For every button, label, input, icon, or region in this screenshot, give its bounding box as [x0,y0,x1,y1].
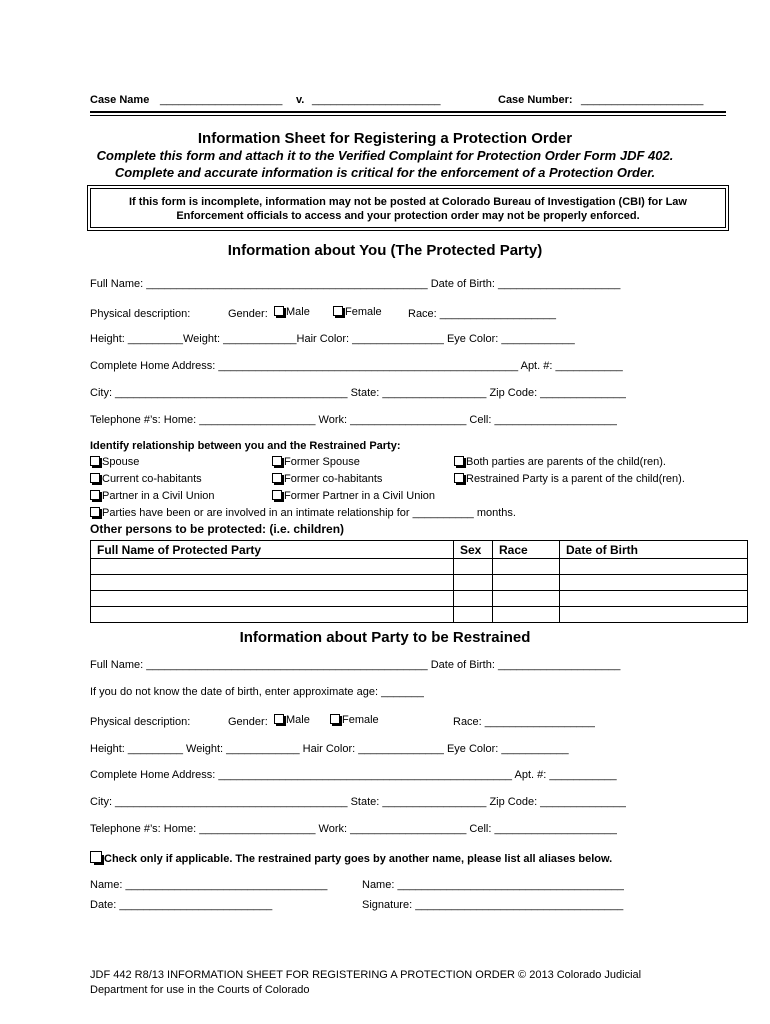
protected-gender-label: Gender: [228,308,268,320]
case-name-label: Case Name [90,94,150,106]
checkbox-icon[interactable] [90,507,100,517]
table-cell[interactable] [91,607,454,623]
page-subtitle-1: Complete this form and attach it to the Verified Complaint for Protection Order Form JDF 402. [96,148,674,163]
table-row [91,559,748,575]
former-spouse-option[interactable] [272,456,360,468]
column-header: Sex [454,541,493,559]
checkbox-icon[interactable] [330,714,340,724]
notice-line-1: If this form is incomplete, information may not be posted at Colorado Bureau of Investigation (CBI) for Law [129,196,687,208]
restrained-female-label: Female [342,714,379,726]
table-cell[interactable] [454,591,493,607]
table-row [91,575,748,591]
protected-male-label: Male [286,306,310,318]
table-cell[interactable] [493,607,560,623]
checkbox-icon[interactable] [454,473,464,483]
checkbox-icon[interactable] [272,490,282,500]
restrained-parent-option[interactable] [454,473,685,485]
protected-female-option[interactable] [333,306,382,318]
table-cell[interactable] [560,559,748,575]
header-rule-thick [90,111,726,113]
date-field[interactable]: Date: _________________________ [90,899,273,911]
restrained-address-field[interactable]: Complete Home Address: ________________________________________________ Apt. #: ___________ [90,769,617,781]
notice-line-2: Enforcement officials to access and your protection order may not be properly enforced. [176,210,640,222]
spouse-label: Spouse [102,456,140,468]
restrained-city-field[interactable]: City: ______________________________________ State: _________________ Zip Code: ______________ [90,796,626,808]
checkbox-icon[interactable] [90,851,102,863]
restrained-phone-field[interactable]: Telephone #’s: Home: ___________________ Work: ___________________ Cell: ____________________ [90,823,617,835]
restrained-race-field[interactable]: Race: __________________ [453,716,595,728]
alias-name-field-2[interactable]: Name: _____________________________________ [362,879,624,891]
restrained-parent-label: Restrained Party is a parent of the child(ren). [466,473,685,485]
relationship-heading: Identify relationship between you and the Restrained Party: [90,440,401,452]
civil-union-label: Partner in a Civil Union [102,490,215,502]
former-spouse-label: Former Spouse [284,456,360,468]
table-cell[interactable] [91,575,454,591]
table-cell[interactable] [454,575,493,591]
versus-label: v. [296,94,305,106]
restrained-gender-label: Gender: [228,716,268,728]
table-cell[interactable] [91,591,454,607]
checkbox-icon[interactable] [274,714,284,724]
table-header-row [91,541,748,559]
versus-field[interactable]: _____________________ [312,94,441,106]
footer-line-2: Department for use in the Courts of Colorado [90,984,310,996]
checkbox-icon[interactable] [90,473,100,483]
restrained-approx-age-field[interactable]: If you do not know the date of birth, enter approximate age: _______ [90,686,424,698]
intimate-relationship-option[interactable] [90,507,516,519]
protected-full-name-field[interactable]: Full Name: ______________________________________________ Date of Birth: ____________________ [90,278,621,290]
protected-persons-table [90,540,748,623]
former-civil-union-label: Former Partner in a Civil Union [284,490,435,502]
both-parents-label: Both parties are parents of the child(ren). [466,456,666,468]
restrained-party-heading: Information about Party to be Restrained [239,629,531,646]
signature-field[interactable]: Signature: __________________________________ [362,899,624,911]
restrained-female-option[interactable] [330,714,379,726]
table-cell[interactable] [560,575,748,591]
table-row [91,591,748,607]
protected-phone-field[interactable]: Telephone #’s: Home: ___________________ Work: ___________________ Cell: ____________________ [90,414,617,426]
case-number-label: Case Number: [498,94,573,106]
current-cohabitants-label: Current co-habitants [102,473,202,485]
restrained-male-label: Male [286,714,310,726]
checkbox-icon[interactable] [333,306,343,316]
page-title: Information Sheet for Registering a Protection Order [197,130,573,147]
former-civil-union-option[interactable] [272,490,435,502]
incomplete-notice [90,188,726,228]
protected-female-label: Female [345,306,382,318]
intimate-relationship-label: Parties have been or are involved in an intimate relationship for __________ months. [102,507,516,519]
restrained-full-name-field[interactable]: Full Name: ______________________________________________ Date of Birth: ____________________ [90,659,621,671]
restrained-physical-label: Physical description: [90,716,191,728]
other-persons-heading: Other persons to be protected: (i.e. children) [90,522,345,536]
checkbox-icon[interactable] [274,306,284,316]
aliases-label: Check only if applicable. The restrained party goes by another name, please list all aliases below. [104,853,613,865]
protected-party-heading: Information about You (The Protected Party) [227,242,543,259]
former-cohabitants-label: Former co-habitants [284,473,383,485]
protected-address-field[interactable]: Complete Home Address: _________________________________________________ Apt. #: ___________ [90,360,623,372]
former-cohabitants-option[interactable] [272,473,382,485]
table-cell[interactable] [493,559,560,575]
table-cell[interactable] [560,607,748,623]
alias-name-field-1[interactable]: Name: _________________________________ [90,879,328,891]
checkbox-icon[interactable] [90,490,100,500]
table-row [91,607,748,623]
table-cell[interactable] [454,607,493,623]
table-cell[interactable] [454,559,493,575]
protected-city-field[interactable]: City: ______________________________________ State: _________________ Zip Code: ______________ [90,387,626,399]
checkbox-icon[interactable] [272,456,282,466]
restrained-height-weight-field[interactable]: Height: _________ Weight: ____________ Hair Color: ______________ Eye Color: ___________ [90,743,569,755]
protected-physical-label: Physical description: [90,308,191,320]
table-cell[interactable] [493,575,560,591]
restrained-male-option[interactable] [274,714,310,726]
case-name-field[interactable]: ____________________ [160,94,283,106]
case-number-field[interactable]: ____________________ [581,94,704,106]
table-cell[interactable] [91,559,454,575]
checkbox-icon[interactable] [272,473,282,483]
checkbox-icon[interactable] [454,456,464,466]
current-cohabitants-option[interactable] [90,473,202,485]
header-rule-thin [90,115,726,116]
both-parents-option[interactable] [454,456,666,468]
table-cell[interactable] [493,591,560,607]
column-header: Race [493,541,560,559]
checkbox-icon[interactable] [90,456,100,466]
spouse-option[interactable] [90,456,139,468]
footer-line-1: JDF 442 R8/13 INFORMATION SHEET FOR REGISTERING A PROTECTION ORDER © 2013 Colorado Judicial [90,969,642,981]
column-header: Date of Birth [560,541,748,559]
table-cell[interactable] [560,591,748,607]
aliases-option[interactable] [90,851,612,865]
column-header: Full Name of Protected Party [91,541,454,559]
protected-race-field[interactable]: Race: ___________________ [408,308,557,320]
civil-union-option[interactable] [90,490,215,502]
protected-height-weight-field[interactable]: Height: _________Weight: ____________Hair Color: _______________ Eye Color: ____________ [90,333,575,345]
protected-male-option[interactable] [274,306,310,318]
page-subtitle-2: Complete and accurate information is critical for the enforcement of a Protection Order. [114,165,656,180]
